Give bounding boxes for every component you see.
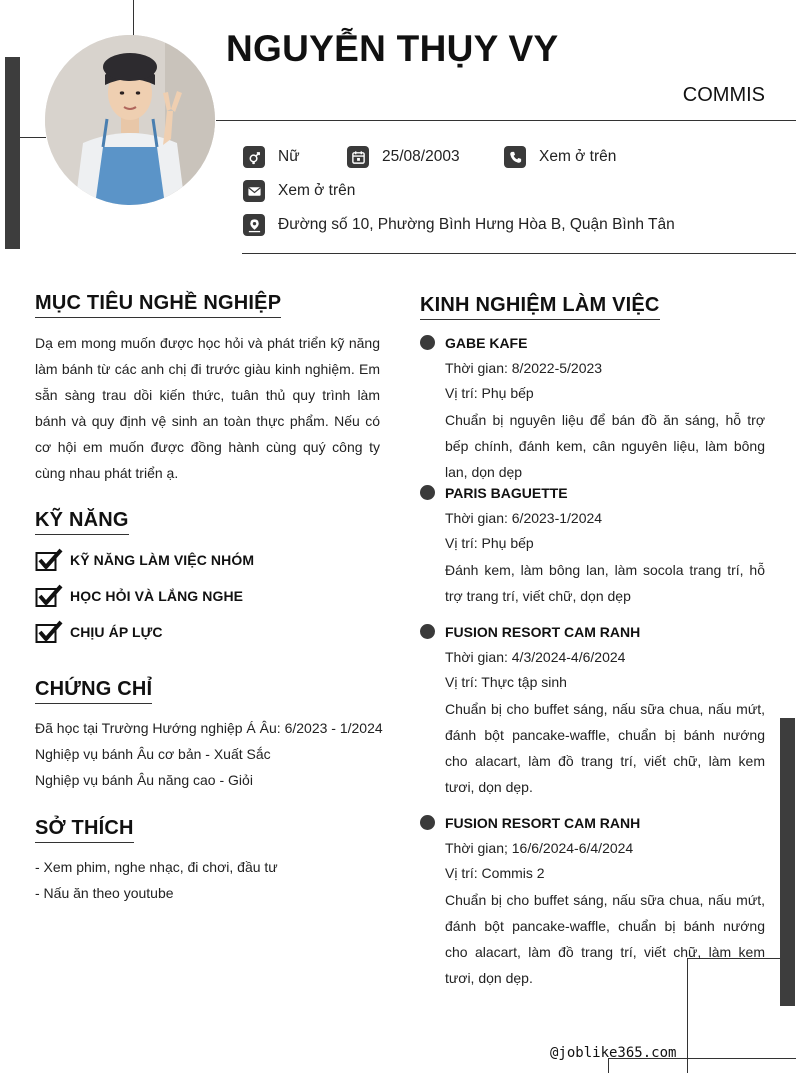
site-watermark: @joblike365.com <box>550 1045 677 1061</box>
certificates-title: CHỨNG CHỈ <box>35 678 152 704</box>
job-position: COMMIS <box>682 84 765 106</box>
skill-label: KỸ NĂNG LÀM VIỆC NHÓM <box>70 552 255 568</box>
experience-description: Chuẩn bị cho buffet sáng, nấu sữa chua, nấu mứt, đánh bột pancake-waffle, chuẩn bị bánh nướng cho alacart, làm đồ trang trí, viết chữ, làm kem tươi, dọn dẹp. <box>445 701 765 795</box>
checkbox-checked-icon <box>35 584 63 608</box>
timeline-bullet <box>420 485 435 500</box>
email-value: Xem ở trên <box>278 182 356 199</box>
map-pin-icon <box>243 214 265 236</box>
contact-phone <box>504 146 616 168</box>
certificate-item: Đã học tại Trường Hướng nghiệp Á Âu: 6/2023 - 1/2024 <box>35 720 383 736</box>
checkbox-checked-icon <box>35 548 63 572</box>
experience-item <box>420 485 765 609</box>
hobby-item: - Nấu ăn theo youtube <box>35 885 174 901</box>
experience-company: PARIS BAGUETTE <box>445 485 568 501</box>
experience-company: FUSION RESORT CAM RANH <box>445 624 641 640</box>
photo-connector-line <box>20 137 46 138</box>
gender-value: Nữ <box>278 148 300 165</box>
experience-time: Thời gian; 16/6/2024-6/4/2024 <box>445 840 634 856</box>
skills-title: KỸ NĂNG <box>35 509 129 535</box>
checkbox-checked-icon <box>35 620 63 644</box>
timeline-bullet <box>420 624 435 639</box>
birthday-value: 25/08/2003 <box>382 148 460 165</box>
phone-value: Xem ở trên <box>539 148 617 165</box>
experience-role: Vị trí: Phụ bếp <box>445 535 534 551</box>
phone-icon <box>504 146 526 168</box>
experience-description: Chuẩn bị cho buffet sáng, nấu sữa chua, nấu mứt, đánh bột pancake-waffle, chuẩn bị bánh nướng cho alacart, làm đồ trang trí, viết chữ, làm kem tươi, dọn dẹp. <box>445 892 765 986</box>
experience-description: Đánh kem, làm bông lan, làm socola trang trí, hỗ trợ trang trí, viết chữ, dọn dẹp <box>445 562 765 604</box>
experience-title: KINH NGHIỆM LÀM VIỆC <box>420 294 660 320</box>
contact-birthday <box>347 146 460 168</box>
timeline-bullet <box>420 815 435 830</box>
experience-time: Thời gian: 4/3/2024-4/6/2024 <box>445 649 626 665</box>
objective-title: MỤC TIÊU NGHỀ NGHIỆP <box>35 292 281 318</box>
experience-role: Vị trí: Phụ bếp <box>445 385 534 401</box>
mail-icon <box>243 180 265 202</box>
certificate-item: Nghiệp vụ bánh Âu năng cao - Giỏi <box>35 772 253 788</box>
address-value: Đường số 10, Phường Bình Hưng Hòa B, Quận Bình Tân <box>278 216 675 233</box>
experience-item <box>420 624 765 800</box>
experience-item <box>420 335 765 485</box>
calendar-icon <box>347 146 369 168</box>
top-divider-line <box>133 0 134 40</box>
timeline-bullet <box>420 335 435 350</box>
header-divider <box>216 120 796 121</box>
experience-time: Thời gian: 8/2022-5/2023 <box>445 360 603 376</box>
contact-divider <box>242 253 796 254</box>
hobbies-title: SỞ THÍCH <box>35 817 134 843</box>
experience-role: Vị trí: Thực tập sinh <box>445 674 567 690</box>
contact-email <box>243 180 355 202</box>
left-accent-bar <box>5 57 20 249</box>
objective-text: Dạ em mong muốn được học hỏi và phát triển kỹ năng làm bánh từ các anh chị đi trước giàu kinh nghiệm. Em sẵn sàng trau dồi kiến thức, tuân thủ quy trình làm bánh và quy định vệ sinh an toàn thực phẩm. Nếu có cơ hội em muốn được đồng hành cùng quý công ty cùng nhau phát triển ạ. <box>35 335 380 481</box>
experience-company: GABE KAFE <box>445 335 528 351</box>
skill-item <box>35 620 163 644</box>
gender-icon <box>243 146 265 168</box>
experience-item <box>420 815 765 991</box>
experience-company: FUSION RESORT CAM RANH <box>445 815 641 831</box>
contact-address <box>243 214 675 236</box>
experience-role: Vị trí: Commis 2 <box>445 865 545 881</box>
hobby-item: - Xem phim, nghe nhạc, đi chơi, đầu tư <box>35 859 278 875</box>
certificate-item: Nghiệp vụ bánh Âu cơ bản - Xuất Sắc <box>35 746 271 762</box>
candidate-name: NGUYỄN THỤY VY <box>226 28 559 69</box>
experience-description: Chuẩn bị nguyên liệu để bán đồ ăn sáng, hỗ trợ bếp chính, đánh kem, cân nguyên liệu, làm bông lan, dọn dẹp <box>445 412 765 480</box>
skill-label: CHỊU ÁP LỰC <box>70 624 163 640</box>
profile-photo <box>45 35 215 205</box>
contact-gender <box>243 146 300 168</box>
experience-time: Thời gian: 6/2023-1/2024 <box>445 510 603 526</box>
skill-item <box>35 584 243 608</box>
right-accent-bar <box>780 718 795 1006</box>
skill-label: HỌC HỎI VÀ LẮNG NGHE <box>70 588 244 604</box>
skill-item <box>35 548 254 572</box>
